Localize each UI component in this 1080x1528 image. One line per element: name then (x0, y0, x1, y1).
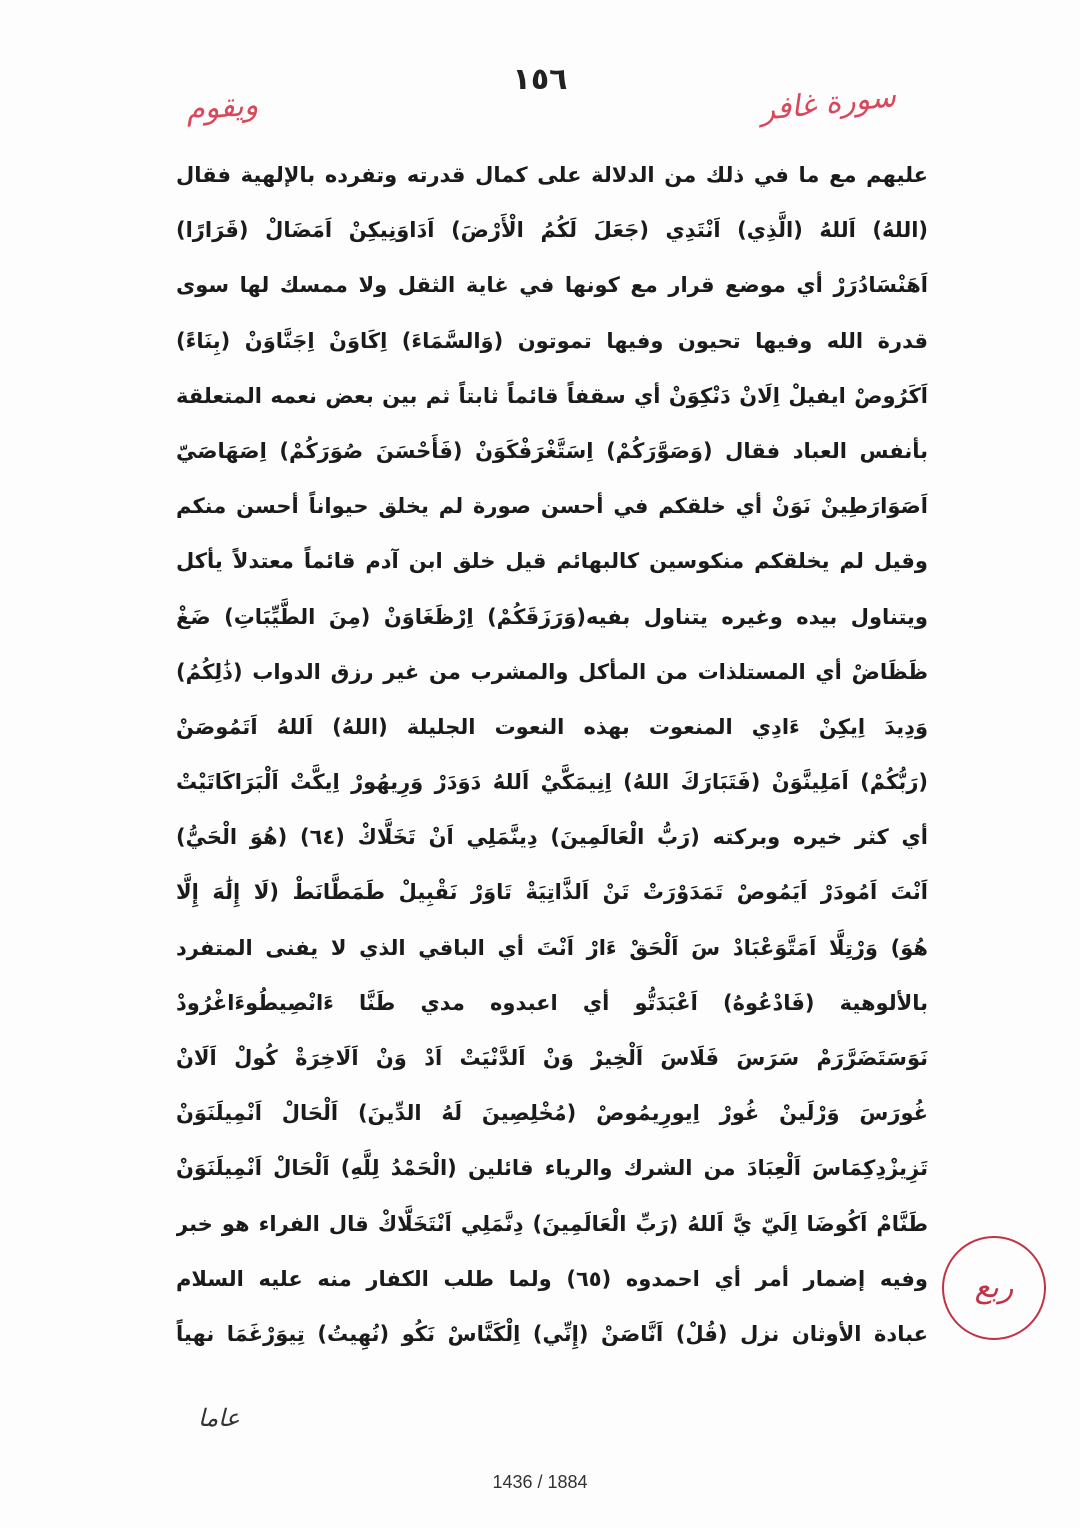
text-line: هُوَ) وَرْتِلَّا اَمَتَّوَعْبَادْ سَ اَلْحَقْ ءَارْ اَنْتَ أي الباقي الذي لا يفنى المتفرد (176, 935, 928, 960)
margin-quarter-label: ربع (974, 1270, 1014, 1305)
text-line: طَنَّامْ اَكُوضَا اِلَيّ يَّ اَللهُ (رَبِّ الْعَالَمِينَ) دِنَّمَلِي اَنْتَخَلَّاكْ قال الفراء هو خبر (176, 1211, 928, 1236)
text-line: ويتناول بيده وغيره يتناول بفيه(وَرَزَقَكُمْ) اِرْظَغَاوَنْ (مِنَ الطَّيِّبَاتِ) ضَغْ (176, 604, 928, 629)
text-line: ظَظَاضْ أي المستلذات من المأكل والمشرب من غير رزق الدواب (ذَٰلِكُمُ) (176, 659, 928, 684)
text-line: نَوَسَتَضَرَّرَمْ سَرَسَ فَلَاسَ اَلْخِيرْ وَنْ اَلدَّنْيَتْ اَدْ وَنْ اَلَاخِرَةْ كُولْ اَلَانْ (176, 1046, 928, 1070)
text-line: (رَبُّكُمْ) اَمَلِينَّوَنْ (فَتَبَارَكَ اللهُ) اِنِيمَكَّيْ اَللهُ دَوَدَرْ وَرِيهُورْ اِيكَّتْ اَلْبَرَاكَاتَيْتْ (176, 770, 928, 795)
text-line: عليهم مع ما في ذلك من الدلالة على كمال قدرته وتفرده بالإلهية فقال (176, 163, 928, 187)
text-line: اَصَوَارَطِينْ نَوَنْ أي خلقكم في أحسن صورة لم يخلق حيواناً أحسن منكم (176, 494, 928, 519)
margin-note-surah-name: سورة غافر (758, 78, 898, 129)
tafsir-text-body (176, 148, 928, 1362)
margin-quarter-marker (942, 1236, 1046, 1340)
viewer-page-counter: 1436 / 1884 (492, 1472, 588, 1492)
text-line: بأنفس العباد فقال (وَصَوَّرَكُمْ) اِسَتَّغْرَفْكَوَنْ (فَأَحْسَنَ صُوَرَكُمْ) اِصَهَاصَيّ (176, 438, 928, 463)
margin-note-bottom: عاما (198, 1404, 240, 1432)
text-line: قدرة الله وفيها تحيون وفيها تموتون (وَالسَّمَاءَ) اِكَاوَنْ اِجَنَّاوَنْ (بِنَاءً) (176, 328, 928, 353)
text-line: اَنْتَ اَمُودَرْ اَيَمُوصْ تَمَدَوْرَتْ تَنْ اَلذَّاتِيَةْ تَاوَرْ نَقْبِيلْ طَمَطَّانَطْ (لَا إِلَٰهَ إِلَّا (176, 880, 928, 905)
text-line: وقيل لم يخلقكم منكوسين كالبهائم قيل خلق ابن آدم قائماً معتدلاً يأكل (176, 549, 928, 574)
text-line: تَزِيزْدِكِمَاسَ اَلْعِبَادَ من الشرك والرياء قائلين (الْحَمْدُ لِلَّهِ) اَلْحَالْ اَنْمِيلَنَوَنْ (176, 1156, 928, 1181)
text-line: أي كثر خيره وبركته (رَبُّ الْعَالَمِينَ) دِينَّمَلِي اَنْ تَخَلَّاكْ (٦٤) (هُوَ الْحَيُّ) (176, 825, 928, 850)
text-line: غُورَسَ وَرْلَينْ غُورْ اِيورِيمُوصْ (مُخْلِصِينَ لَهُ الدِّينَ) اَلْحَالْ اَنْمِيلَنَوَنْ (176, 1101, 928, 1126)
text-line: اَكَرُوصْ ايفيلْ اِلَانْ دَنْكِوَنْ أي سقفاً قائماً ثابتاً ثم بين بعض نعمه المتعلقة (176, 383, 928, 408)
text-line: وفيه إضمار أمر أي احمدوه (٦٥) ولما طلب الكفار منه عليه السلام (176, 1266, 928, 1291)
margin-note-catchword: ويقوم (184, 87, 260, 128)
page-number: ١٥٦ (512, 62, 568, 97)
text-line: وَدِيدَ اِيكِنْ ءَادِي المنعوت بهذه النعوت الجليلة (اللهُ) اَللهُ اَتَمُوصَنْ (176, 714, 928, 739)
text-line: اَهَنْسَادُرَرْ أي موضع قرار مع كونها في غاية الثقل ولا ممسك لها سوى (176, 273, 928, 298)
text-line: بالألوهية (فَادْعُوهُ) اَعْبَدَتُّو أي اعبدوه مدي طَنَّا ءَانْصِيطُوءَاغْرُودْ (176, 990, 928, 1015)
text-line: (اللهُ) اَللهُ (الَّذِي) اَنْتَدِي (جَعَلَ لَكُمُ الْأَرْضَ) اَدَاوَنِيكِنْ اَمَضَالْ (قَرَارًا) (176, 218, 928, 243)
text-line: عبادة الأوثان نزل (قُلْ) اَنَّاصَنْ (إِنِّي) اِلْكَنَّاسْ نَكُو (نُهِيتُ) تِيوَرْغَمَا نهياً (176, 1321, 928, 1346)
